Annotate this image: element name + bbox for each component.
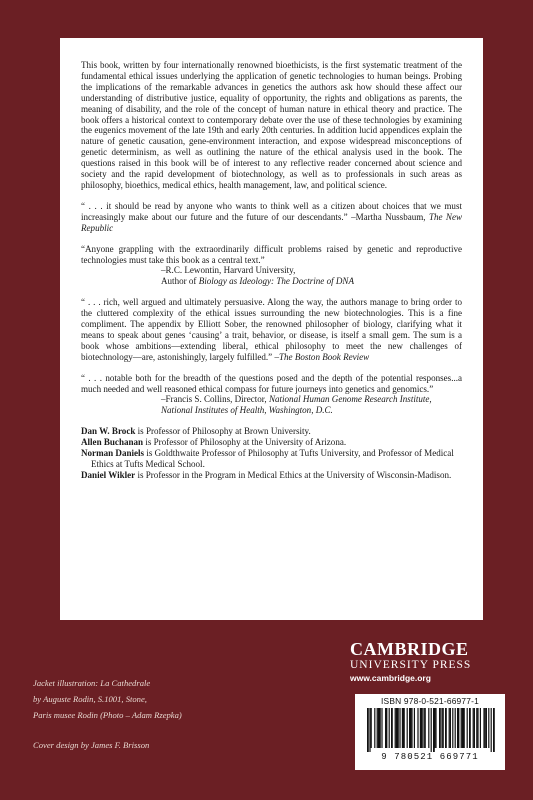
publisher-sub: UNIVERSITY PRESS (350, 659, 472, 671)
cover-credits (33, 675, 273, 753)
bio-text: is Professor of Philosophy at the University of Arizona. (143, 437, 347, 448)
barcode-bar (493, 708, 495, 752)
barcode-bar (452, 708, 453, 748)
barcode-bar (486, 708, 487, 748)
barcode-bar (423, 708, 424, 748)
design-credit: Cover design by James F. Brisson (33, 740, 150, 750)
barcode-bar (477, 708, 478, 748)
barcode-bar (377, 708, 378, 748)
publisher-logo (350, 640, 500, 684)
barcode-bar (395, 708, 396, 748)
barcode-bar (476, 708, 477, 748)
barcode-bar (407, 708, 408, 748)
jacket-credit-line-1: Jacket illustration: La Cathedrale (33, 678, 151, 688)
jacket-credit-line-2: by Auguste Rodin, S.1001, Stone, (33, 694, 147, 704)
barcode-bar (458, 708, 459, 748)
barcode-bar (403, 708, 405, 748)
barcode-bar (417, 708, 418, 748)
quote-source: The New Republic (81, 211, 462, 233)
barcode-bar (391, 708, 393, 748)
bio-buchanan (81, 437, 462, 448)
barcode-bar (402, 708, 403, 748)
barcode-bar (485, 708, 486, 748)
author-bios (81, 426, 462, 481)
barcode-icon (359, 708, 501, 752)
barcode-bar (421, 708, 423, 748)
quote-text: “ . . . it should be read by anyone who wants to think well as a citizen about choices that we must increasingly make about our future and the future of our descendants.” (81, 200, 462, 222)
quote-author-role (81, 276, 462, 287)
quote-source: The Boston Book Review (279, 351, 370, 362)
barcode-bar (374, 708, 375, 748)
quote-lewontin (81, 244, 462, 288)
barcode-bar (431, 708, 432, 752)
publisher-url: www.cambridge.org (350, 673, 431, 683)
barcode-bar (449, 708, 450, 748)
barcode-bar (389, 708, 390, 748)
bio-name: Daniel Wikler (81, 469, 136, 480)
barcode-bar (463, 708, 465, 748)
quote-author-name: –Francis S. Collins, Director, (161, 394, 269, 405)
barcode-bar (462, 708, 463, 748)
publisher-name: CAMBRIDGE (350, 639, 469, 659)
bio-text: is Professor of Philosophy at Brown University. (135, 426, 311, 437)
quote-text: “ . . . rich, well argued and ultimately persuasive. Along the way, the authors manage to bring order to the cluttered complexity of the ethical issues surrounding the new biotechnologies. This is a fine compliment. The appendix by Elliott Sober, the renowned philosopher of biology, clarifying what it means to speak about genes ‘causing’ a trait, behavior, or disease, is itself a small gem. The sum is a book whose ambitions—extending liberal, ethical philosophy to meet the new challenges of biotechnology—are, astonishingly, largely fulfilled.” (81, 297, 462, 362)
back-cover-text-panel (60, 38, 483, 620)
barcode-bar (396, 708, 397, 748)
barcode-bar (450, 708, 451, 748)
barcode-bar (491, 708, 492, 752)
quote-author: –Martha Nussbaum, (347, 211, 429, 222)
barcode-bar (469, 708, 471, 748)
quote-source: National Human Genome Research Institute, National Institutes of Health, Washington, D.C. (161, 394, 432, 416)
jacket-credit-line-3: Paris musee Rodin (Photo – Adam Rzepka) (33, 710, 182, 720)
barcode-bar (467, 708, 468, 748)
quote-author: – (272, 351, 279, 362)
bio-brock (81, 426, 462, 437)
barcode-bar (379, 708, 381, 748)
barcode-digits: 9 780521 669771 (381, 752, 479, 762)
barcode-bar (369, 708, 370, 752)
quote-collins (81, 373, 462, 417)
bio-name: Dan W. Brock (81, 426, 136, 437)
barcode-bar (410, 708, 411, 748)
barcode-bar (434, 708, 435, 748)
quote-book: Biology as Ideology: The Doctrine of DNA (198, 276, 354, 287)
barcode-bar (435, 708, 436, 748)
barcode-bar (367, 708, 369, 752)
bio-daniels (81, 448, 462, 470)
barcode-bar (488, 708, 489, 748)
barcode-bar (474, 708, 475, 748)
barcode-bar (483, 708, 484, 748)
quote-author (81, 394, 462, 416)
barcode-bar (420, 708, 421, 748)
bio-text: is Professor in the Program in Medical Ethics at the University of Wisconsin-Madison. (135, 469, 452, 480)
quote-role: Author of (161, 276, 199, 287)
barcode-bar (480, 708, 481, 748)
book-description: This book, written by four internationally renowned bioethicists, is the first systematic treatment of the fundamental ethical issues underlying the application of genetic technologies to human beings. Probing the implications of the remarkable advances in genetics the authors ask how should these affect our understanding of distributive justice, equality of opportunity, the rights and obligations as parents, the meaning of disability, and the role of the concept of human nature in ethical theory and practice. The book offers a historical context to contemporary debate over the use of these technologies by examining the eugenics movement of the late 19th and early 20th centuries. In addition lucid appendices explain the nature of genetic causation, gene-environment interaction, and expose widespread misconceptions of genetic determinism, as well as outlining the nature of the ethical analysis used in the book. The questions raised in this book will be of interest to any reflective reader concerned about science and society and the rapid development of biotechnology, as well as to professionals in such areas as philosophy, bioethics, medical ethics, health management, law, and political science. (81, 60, 462, 190)
barcode-bar (441, 708, 442, 748)
bio-text: is Goldthwaite Professor of Philosophy at Tufts University, and Professor of Medical Ethics at Tufts Medical School. (91, 448, 454, 469)
barcode-bar (381, 708, 382, 748)
barcode-bar (371, 708, 372, 748)
quote-boston-review (81, 297, 462, 362)
bio-wikler (81, 470, 462, 481)
barcode-bar (455, 708, 456, 748)
quote-nussbaum (81, 201, 462, 234)
barcode-bar (443, 708, 444, 748)
barcode-bar (397, 708, 399, 748)
barcode-bar (461, 708, 462, 748)
bio-name: Norman Daniels (81, 448, 145, 459)
barcode-bar (411, 708, 412, 748)
barcode-bar (445, 708, 447, 748)
barcode-block (355, 694, 505, 770)
barcode-bar (425, 708, 426, 748)
barcode-bar (378, 708, 379, 748)
quote-text: “Anyone grappling with the extraordinarily difficult problems raised by genetic and reproductive technologies must take this book as a central text.” (81, 243, 462, 265)
barcode-bar (473, 708, 474, 748)
barcode-bar (439, 708, 441, 748)
isbn-label: ISBN 978-0-521-66977-1 (381, 696, 479, 706)
quote-author: –R.C. Lewontin, Harvard University, (161, 265, 296, 276)
barcode-bar (386, 708, 387, 748)
bio-name: Allen Buchanan (81, 437, 144, 448)
barcode-bar (399, 708, 400, 748)
quote-text: “ . . . notable both for the breadth of the questions posed and the depth of the potential responses...a much needed and well reasoned ethical compass for future journeys into genetics and genomics.” (81, 372, 462, 394)
barcode-bar (414, 708, 415, 748)
barcode-bar (428, 708, 429, 748)
